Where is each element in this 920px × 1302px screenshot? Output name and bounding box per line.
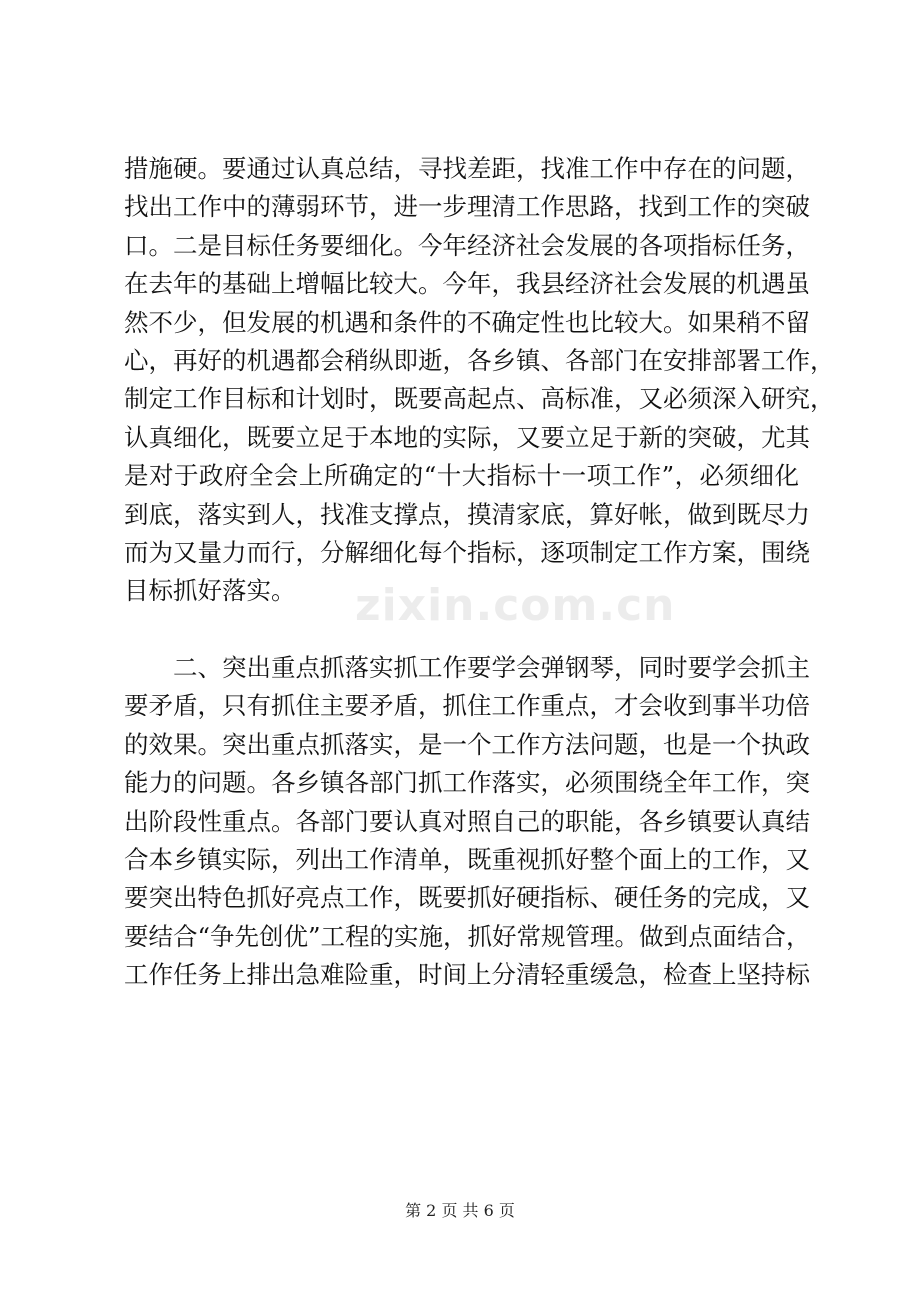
document-body [124, 150, 835, 995]
page-number: 第 2 页 共 6 页 [405, 1201, 515, 1220]
text-line: 出阶段性重点。各部门要认真对照自己的职能，各乡镇要认真结 [124, 806, 810, 836]
text-line: 目标抓好落实。 [124, 576, 296, 606]
text-line: 措施硬。要通过认真总结，寻找差距，找准工作中存在的问题， [124, 154, 810, 183]
text-line: 的效果。突出重点抓落实，是一个工作方法问题，也是一个执政 [124, 729, 810, 759]
text-line: 能力的问题。各乡镇各部门抓工作落实，必须围绕全年工作，突 [124, 768, 810, 798]
text-line: 要矛盾，只有抓住主要矛盾，抓住工作重点，才会收到事半功倍 [124, 691, 810, 721]
paragraph-2 [124, 649, 811, 995]
text-line: 而为又量力而行，分解细化每个指标，逐项制定工作方案，围绕 [124, 537, 810, 567]
text-line: 制定工作目标和计划时，既要高起点、高标准，又必须深入研究， [124, 384, 835, 414]
text-line: 工作任务上排出急难险重，时间上分清轻重缓急，检查上坚持标 [124, 960, 810, 990]
text-line: 到底，落实到人，找准支撑点，摸清家底，算好帐，做到既尽力 [124, 499, 810, 529]
paragraph-1 [124, 150, 835, 611]
text-line: 要突出特色抓好亮点工作，既要抓好硬指标、硬任务的完成，又 [124, 883, 810, 913]
text-line: 是对于政府全会上所确定的“十大指标十一项工作”，必须细化 [124, 461, 799, 491]
text-line: 然不少，但发展的机遇和条件的不确定性也比较大。如果稍不留 [124, 307, 810, 337]
page-footer [0, 1201, 920, 1221]
text-line: 找出工作中的薄弱环节，进一步理清工作思路，找到工作的突破 [124, 192, 810, 222]
watermark: zixin.com.cn [355, 580, 676, 631]
text-line: 在去年的基础上增幅比较大。今年，我县经济社会发展的机遇虽 [124, 269, 810, 299]
text-line: 二、突出重点抓落实抓工作要学会弹钢琴，同时要学会抓主 [173, 653, 810, 683]
paragraph-spacer [124, 611, 799, 649]
text-line: 口。二是目标任务要细化。今年经济社会发展的各项指标任务， [124, 230, 810, 260]
text-line: 认真细化，既要立足于本地的实际，又要立足于新的突破，尤其 [124, 422, 810, 452]
text-line: 心，再好的机遇都会稍纵即逝，各乡镇、各部门在安排部署工作， [124, 345, 835, 375]
text-line: 合本乡镇实际，列出工作清单，既重视抓好整个面上的工作，又 [124, 845, 810, 875]
text-line: 要结合“争先创优”工程的实施，抓好常规管理。做到点面结合， [124, 921, 811, 951]
